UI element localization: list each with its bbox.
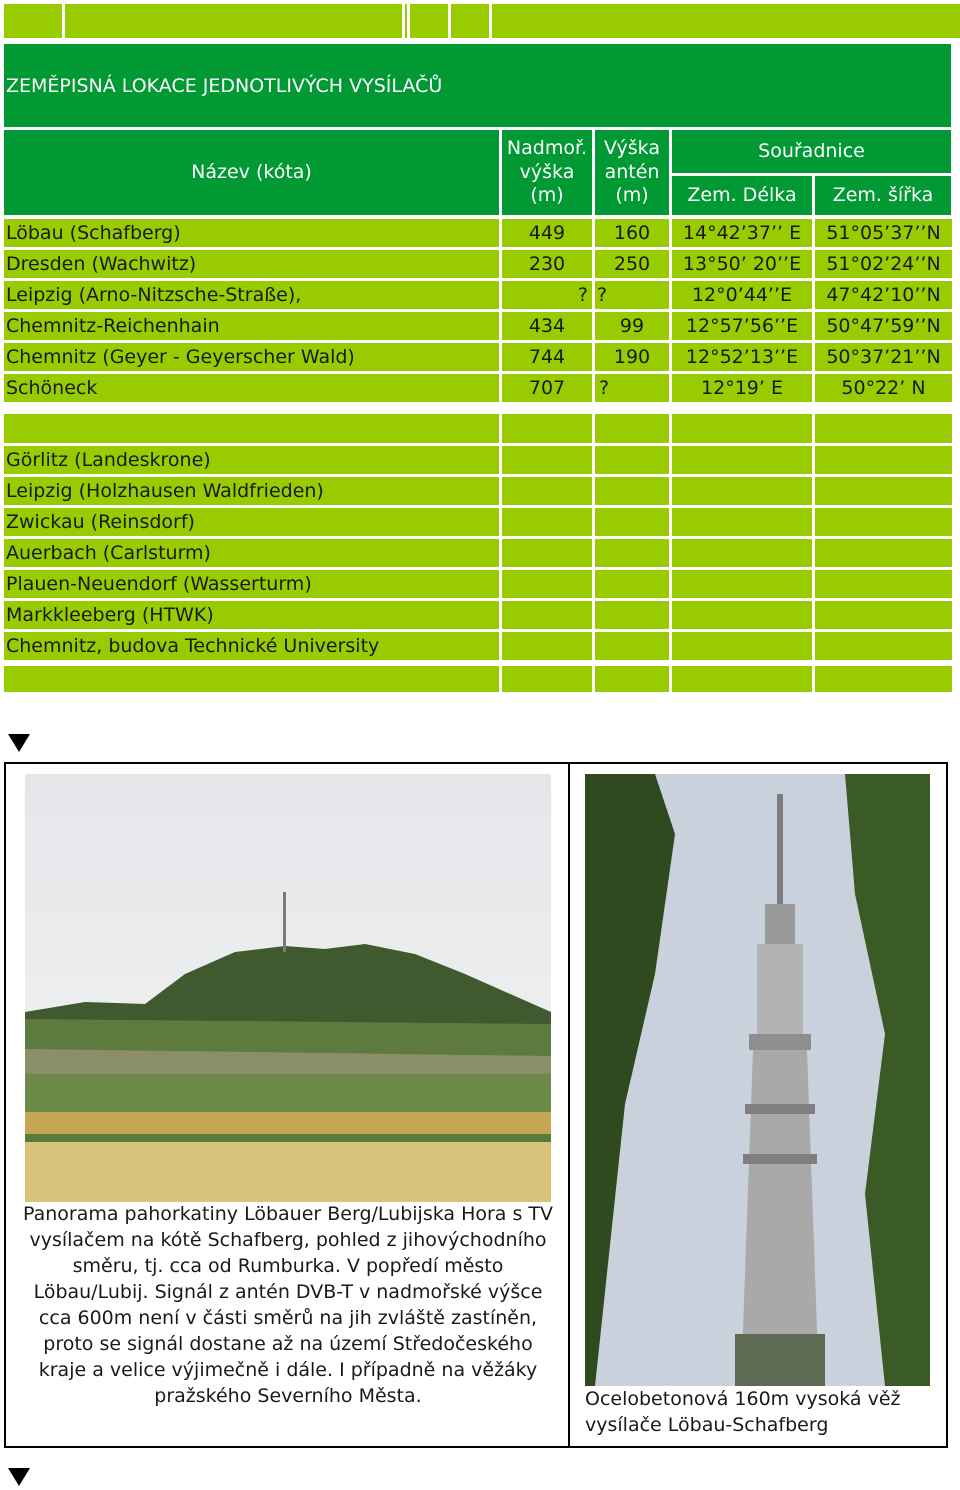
row-antenna: ?	[595, 281, 669, 309]
triangle-down-icon	[8, 734, 30, 752]
row-name: Chemnitz-Reichenhain	[4, 312, 499, 340]
header-altitude: Nadmoř. výška (m)	[502, 130, 592, 215]
row-name: Leipzig (Arno-Nitzsche-Straße),	[4, 281, 499, 309]
empty-cell	[672, 414, 812, 443]
tower-image	[585, 774, 930, 1386]
row-latitude: 51°05’37’’N	[815, 219, 952, 247]
table-header	[4, 130, 951, 215]
strip-cell	[451, 4, 489, 38]
transmitter-table	[4, 219, 951, 402]
row-altitude: ?	[502, 281, 592, 309]
row-altitude: 434	[502, 312, 592, 340]
row-latitude: 51°02’24’’N	[815, 250, 952, 278]
row-name: Schöneck	[4, 374, 499, 402]
top-strip	[4, 4, 951, 38]
empty-cell	[595, 414, 669, 443]
strip-cell	[65, 4, 402, 38]
list-item: Görlitz (Landeskrone)	[4, 446, 499, 474]
header-antenna: Výška antén (m)	[595, 130, 669, 215]
row-latitude: 47°42’10’’N	[815, 281, 952, 309]
row-name: Dresden (Wachwitz)	[4, 250, 499, 278]
row-altitude: 449	[502, 219, 592, 247]
section-banner	[4, 44, 951, 127]
triangle-down-icon	[8, 1468, 30, 1486]
list-item: Leipzig (Holzhausen Waldfrieden)	[4, 477, 499, 505]
row-antenna: 99	[595, 312, 669, 340]
empty-cell	[502, 414, 592, 443]
row-longitude: 12°0’44’’E	[672, 281, 812, 309]
strip-cell	[4, 4, 62, 38]
row-antenna: 190	[595, 343, 669, 371]
panorama-caption: Panorama pahorkatiny Löbauer Berg/Lubijska Hora s TV vysílačem na kótě Schafberg, pohled z jihovýchodního směru, tj. cca od Rumburka. V popředí město Löbau/Lubij. Signál z antén DVB-T v nadmořské výšce cca 600m není v části směrů na jih zvláště zastíněn, proto se signál dostane až na území Středočeského kraje a velice výjimečně i dále. I případně na věžáky pražského Severního Města.	[22, 1203, 554, 1407]
empty-cell	[815, 414, 952, 443]
row-name: Löbau (Schafberg)	[4, 219, 499, 247]
table-footer-row	[4, 666, 951, 692]
row-antenna: ?	[595, 374, 669, 402]
row-name: Chemnitz (Geyer - Geyerscher Wald)	[4, 343, 499, 371]
row-antenna: 250	[595, 250, 669, 278]
row-altitude: 230	[502, 250, 592, 278]
list-item: Zwickau (Reinsdorf)	[4, 508, 499, 536]
panorama-photo	[25, 774, 551, 1202]
strip-cell	[492, 4, 960, 38]
tower-photo	[585, 774, 930, 1386]
header-name: Název (kóta)	[4, 130, 499, 215]
photo-panel	[4, 762, 948, 1448]
row-longitude: 12°52’13’’E	[672, 343, 812, 371]
empty-row	[4, 414, 951, 443]
empty-cell	[4, 414, 499, 443]
row-longitude: 12°19’ E	[672, 374, 812, 402]
row-latitude: 50°47’59’’N	[815, 312, 952, 340]
list-item: Auerbach (Carlsturm)	[4, 539, 499, 567]
strip-cell	[405, 4, 407, 38]
header-longitude: Zem. Délka	[672, 176, 812, 215]
tower-caption: Ocelobetonová 160m vysoká věž vysílače Löbau-Schafberg	[585, 1388, 901, 1436]
row-altitude: 707	[502, 374, 592, 402]
other-transmitters	[4, 446, 951, 660]
row-latitude: 50°22’ N	[815, 374, 952, 402]
list-item: Chemnitz, budova Technické University	[4, 632, 499, 660]
header-latitude: Zem. šířka	[815, 176, 951, 215]
row-altitude: 744	[502, 343, 592, 371]
panorama-image	[25, 774, 551, 1202]
header-coordinates: Souřadnice	[672, 130, 951, 173]
list-item: Markkleeberg (HTWK)	[4, 601, 499, 629]
list-item: Plauen-Neuendorf (Wasserturm)	[4, 570, 499, 598]
row-longitude: 14°42’37’’ E	[672, 219, 812, 247]
strip-cell	[410, 4, 448, 38]
section-title: ZEMĚPISNÁ LOKACE JEDNOTLIVÝCH VYSÍLAČŮ	[6, 74, 443, 97]
row-longitude: 13°50’ 20’’E	[672, 250, 812, 278]
row-latitude: 50°37’21’’N	[815, 343, 952, 371]
row-antenna: 160	[595, 219, 669, 247]
row-longitude: 12°57’56’’E	[672, 312, 812, 340]
